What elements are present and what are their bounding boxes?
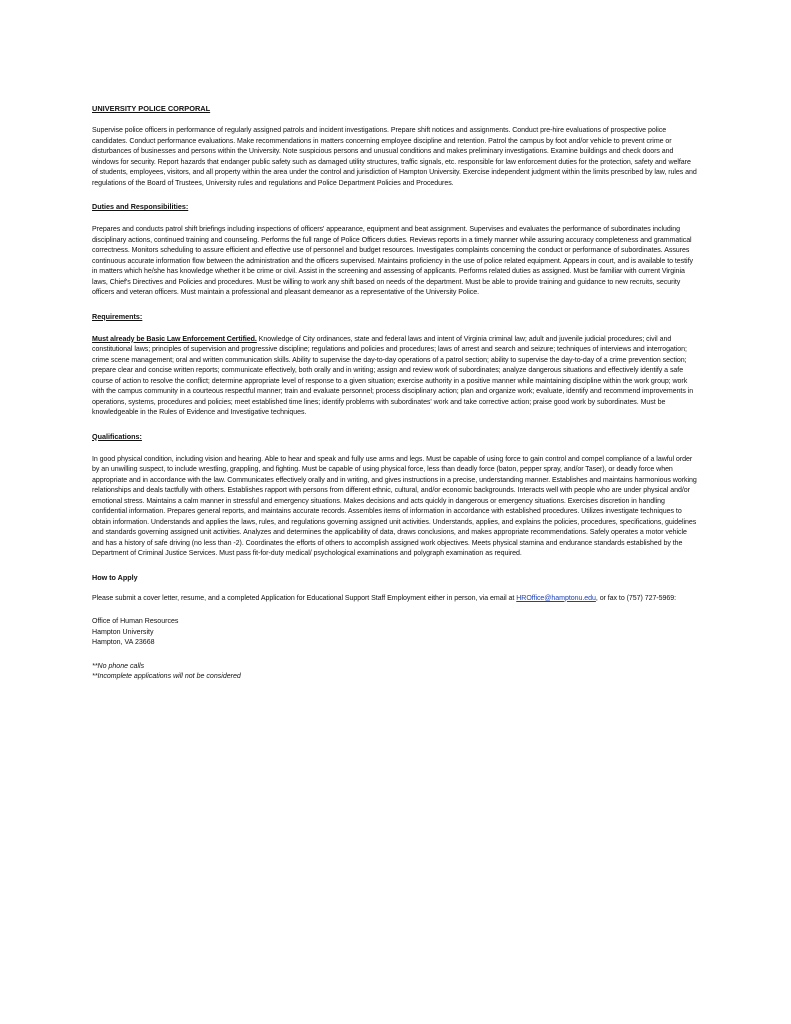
job-posting-page: [92, 104, 698, 683]
summary-paragraph: Supervise police officers in performance of regularly assigned patrols and incident investigations. Prepare shift notices and assignments. Conduct pre-hire evaluations of prospective police candidates. Conduct performance evaluations. Make recommendations in matters concerning employee discipline and retention. Patrol the campus by foot and/or vehicle to prevent crime or disturbances of businesses and persons within the University. Note suspicious persons and unusual conditions and makes preliminary investigations. Examine buildings and check doors and windows for security. Report hazards that endanger public safety such as damaged utility structures, traffic signals, etc. responsible for law enforcement duties for the protection, safety and welfare of students, employees, visitors, and all property within the area under the control and jurisdiction of Hampton University. Exercise independent judgment within the limits prescribed by law, rules and regulations of the Board of Trustees, University rules and regulations and Police Department Policies and Procedures.: [92, 127, 697, 187]
requirements-paragraph: [92, 335, 698, 419]
address-line: Office of Human Resources: [92, 618, 179, 625]
page-title: UNIVERSITY POLICE CORPORAL: [92, 104, 211, 113]
apply-paragraph: [92, 594, 698, 605]
address-line: Hampton, VA 23668: [92, 639, 155, 646]
requirements-heading: Requirements:: [92, 311, 143, 321]
qualifications-heading: Qualifications:: [92, 431, 142, 441]
certification-requirement: Must already be Basic Law Enforcement Certified.: [92, 335, 257, 343]
incomplete-applications-note: **Incomplete applications will not be considered: [92, 673, 241, 680]
duties-paragraph: Prepares and conducts patrol shift briefings including inspections of officers' appearance, equipment and beat assignment. Supervises and evaluates the performance of subordinates including disciplinary actions, continued training and counseling. Performs the full range of Police Officers duties. Reviews reports in a timely manner while assuring accuracy completeness and grammatical correctness. Monitors scheduling to assure efficient and effective use of personnel and budget resources. Investigates complaints concerning the conduct or performance of subordinates. Assures continuous accurate information flow between the administration and the officers supervised. Maintains proficiency in the use of police related equipment. Appears in court, and is available to testify in matters which he/she has knowledge whether it be crime or civil. Assist in the screening and assessing of applicants. Performs related duties as assigned. Must be familiar with current Virginia laws, Chief's Directives and Policies and procedures. Must be willing to work any shift based on needs of the department. Must be able to provide training and guidance to new recruits, security officers and veteran officers. Must maintain a professional and pleasant demeanor as a representative of the University Police.: [92, 226, 693, 296]
hr-email-link[interactable]: HROffice@hamptonu.edu: [516, 594, 596, 602]
requirements-text: Knowledge of City ordinances, state and federal laws and intent of Virginia criminal law; adult and juvenile judicial procedures; civil and constitutional laws; principles of supervision and progressive discipline; regulations and policies and procedures; laws of arrest and search and seizure; techniques of interviews and interrogation; crime scene management; oral and written communication skills. Ability to supervise the day-to-day operations of a patrol section; ability to supervise the day-to-day of a crime prevention section; prepare clear and concise written reports; communicate effectively, both orally and in writing; assign and review work of subordinates; analyze dangerous situations and effectively identify a safe course of action to resolve the conflict; determine appropriate level of response to a given situation; exercise authority in a positive manner while maintaining discipline within the work group; work with the campus community in a courteous respectful manner; train and evaluate personnel; process disciplinary action; plan and organize work; evaluate, identify and recommend improvements in operations, systems, procedures and policies; meet established time lines; identify problems with subordinates' work and take corrective action; praise good work by subordinates. Must be knowledgeable in the Rules of Evidence and Investigative techniques.: [92, 335, 694, 416]
apply-text: Please submit a cover letter, resume, and a completed Application for Educational Support Staff Employment either in person, via email at: [92, 594, 517, 602]
mailing-address: [92, 617, 698, 649]
qualifications-paragraph: In good physical condition, including vision and hearing. Able to hear and speak and fully use arms and legs. Must be capable of using force to gain control and compel compliance of a lawful order by an unwilling suspect, to include wrestling, grappling, and fighting. Must be capable of using physical force, less than deadly force (baton, pepper spray, and/or Taser), or deadly force when appropriate and in accordance with the law. Communicates effectively orally and in writing, and gives instructions in a precise, understanding manner. Establishes and maintains harmonious working relationships and deals tactfully with others. Establishes rapport with persons from different ethnic, cultural, and/or economic backgrounds. Interacts well with people who are under physical and/or emotional stress. Maintains a calm manner in stressful and emergency situations. Makes decisions and acts quickly in dangerous or emergency situations. Exercises discretion in handling confidential information. Prepares general reports, and maintains accurate records. Assembles items of information in accordance with established procedures. Utilizes investigate techniques to obtain information. Understands and applies the laws, rules, and regulations governing assigned unit activities. Understands, applies, and explains the policies, procedures, specifications, guidelines and standards governing assigned unit activities. Analyzes and determines the applicability of data, draws conclusions, and makes appropriate recommendations. Safely operates a motor vehicle and has a history of safe driving (no less than -2). Coordinates the efforts of others to accomplish assigned work objectives. Meets physical stamina and endurance standards established by the Department of Criminal Justice Services. Must pass fit-for-duty medical/ psychological examinations and polygraph examination as required.: [92, 455, 697, 557]
address-line: Hampton University: [92, 628, 154, 636]
apply-fax-text: , or fax to (757) 727-5969:: [595, 594, 677, 602]
how-to-apply-heading: How to Apply: [92, 572, 138, 582]
duties-heading: Duties and Responsibilities:: [92, 202, 189, 211]
no-phone-calls-note: **No phone calls: [92, 662, 145, 670]
